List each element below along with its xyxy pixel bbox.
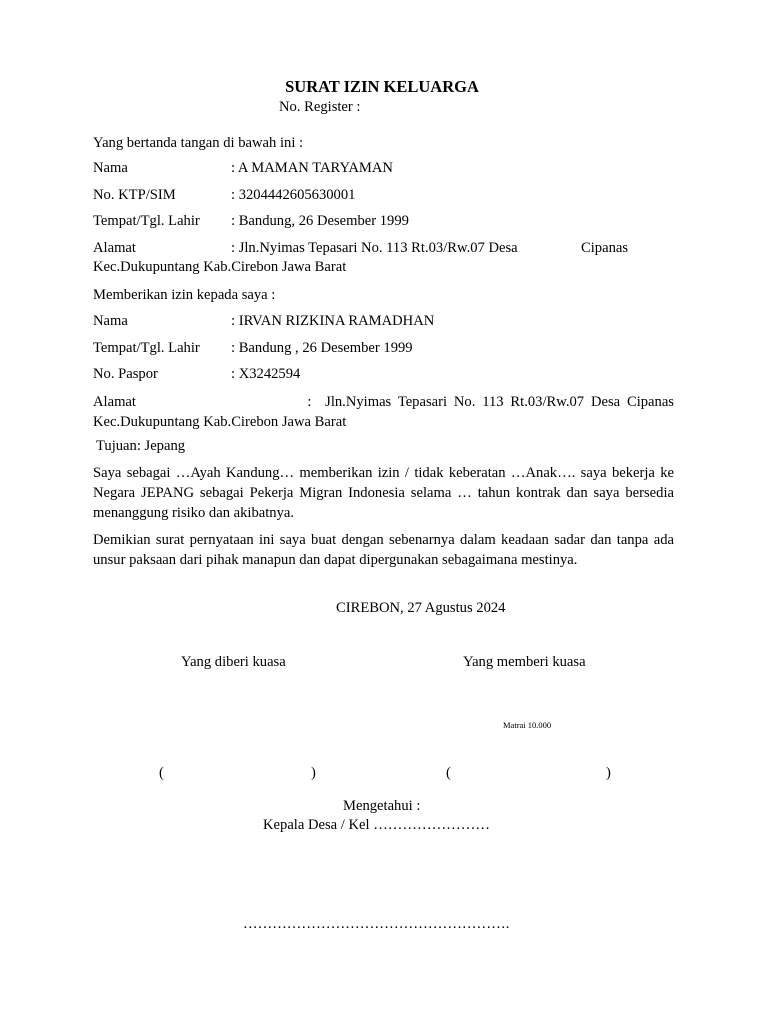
place-date: CIREBON, 27 Agustus 2024 — [336, 600, 506, 616]
mengetahui-label: Mengetahui : — [343, 798, 421, 814]
signer-nama-value: : A MAMAN TARYAMAN — [231, 160, 393, 176]
left-paren-open: ( — [159, 765, 164, 781]
right-signature-label: Yang memberi kuasa — [463, 654, 586, 670]
signer-ktp-label: No. KTP/SIM — [93, 187, 176, 203]
paragraph-izin: Saya sebagai …Ayah Kandung… memberikan izin / tidak keberatan …Anak…. saya bekerja ke Negara JEPANG sebagai Pekerja Migran Indonesia selama … tahun kontrak dan saya bersedia menanggung risiko dan akibatnya. — [93, 465, 674, 521]
tujuan-text: Tujuan: Jepang — [96, 438, 186, 454]
signer-alamat-value: : Jln.Nyimas Tepasari No. 113 Rt.03/Rw.07 Desa — [231, 240, 518, 256]
kepala-desa-signature-line: ………………………………………………. — [243, 916, 510, 932]
signer-ttl-label: Tempat/Tgl. Lahir — [93, 213, 200, 229]
left-signature-label: Yang diberi kuasa — [181, 654, 286, 670]
signer-alamat-line2: Kec.Dukupuntang Kab.Cirebon Jawa Barat — [93, 259, 347, 275]
paragraph-pernyataan: Demikian surat pernyataan ini saya buat dengan sebenarnya dalam keadaan sadar dan tanpa ada unsur paksaan dari pihak manapun dan dapat dipergunakan sebagaimana mestinya. — [93, 532, 674, 568]
intro-text: Yang bertanda tangan di bawah ini : — [93, 135, 304, 151]
grant-intro-text: Memberikan izin kepada saya : — [93, 287, 276, 303]
signer-ttl-value: : Bandung, 26 Desember 1999 — [231, 213, 409, 229]
grantee-ttl-label: Tempat/Tgl. Lahir — [93, 340, 200, 356]
document-title: SURAT IZIN KELUARGA — [285, 77, 479, 96]
right-paren-open: ( — [446, 765, 451, 781]
materai-note: Matrai 10.000 — [503, 720, 552, 730]
signer-nama-label: Nama — [93, 160, 128, 176]
kepala-desa-label: Kepala Desa / Kel …………………… — [263, 817, 490, 833]
grantee-paspor-value: : X3242594 — [231, 366, 301, 382]
grantee-paspor-label: No. Paspor — [93, 366, 158, 382]
signer-alamat-label: Alamat — [93, 240, 136, 256]
signer-alamat-end: Cipanas — [581, 240, 629, 256]
grantee-nama-label: Nama — [93, 313, 128, 329]
signer-ktp-value: : 3204442605630001 — [231, 187, 356, 203]
left-paren-close: ) — [311, 765, 316, 781]
grantee-nama-value: : IRVAN RIZKINA RAMADHAN — [231, 313, 435, 329]
grantee-alamat-text: Alamat : Jln.Nyimas Tepasari No. 113 Rt.03/Rw.07 Desa Cipanas Kec.Dukupuntang Kab.Cirebon Jawa Barat — [93, 394, 678, 430]
register-number: No. Register : — [279, 99, 361, 115]
right-paren-close: ) — [606, 765, 611, 781]
grantee-ttl-value: : Bandung , 26 Desember 1999 — [231, 340, 413, 356]
